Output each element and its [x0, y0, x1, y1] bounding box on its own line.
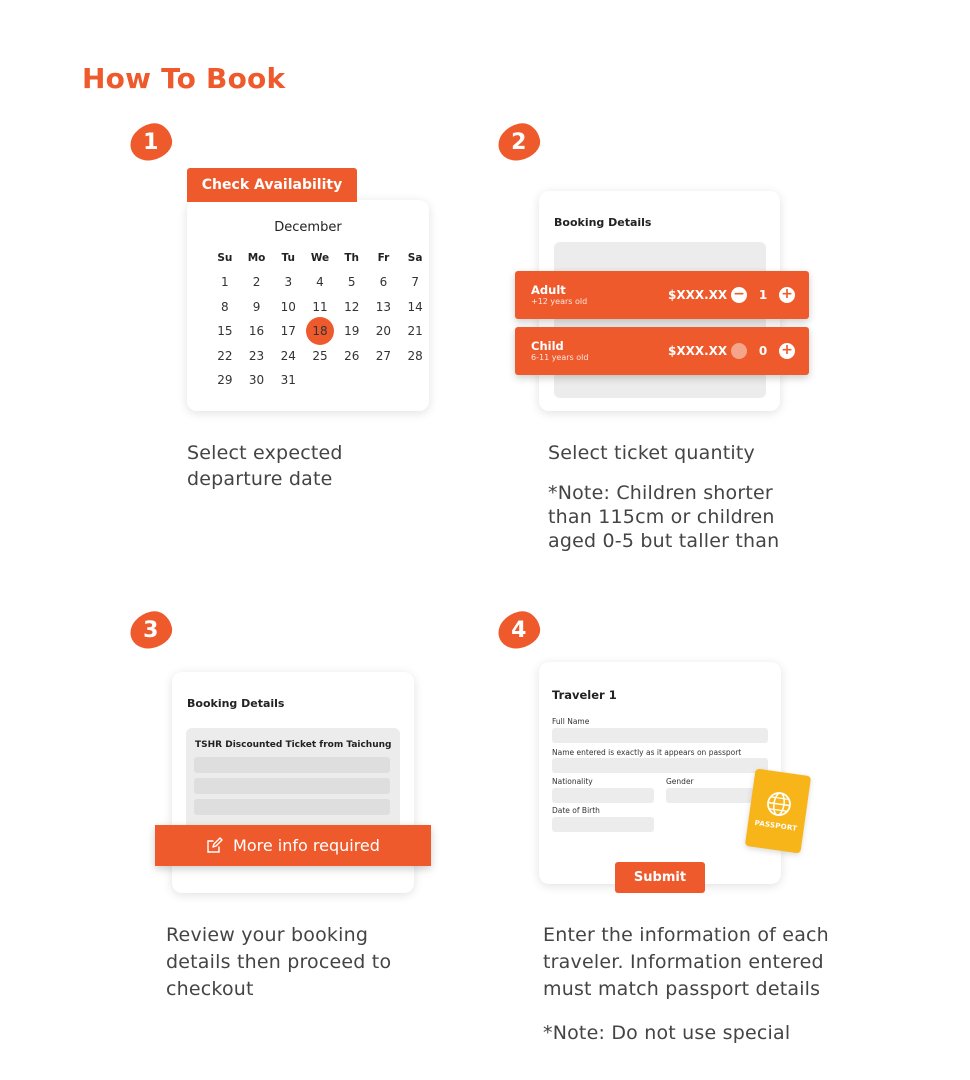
calendar-day[interactable]: 4 [316, 275, 324, 289]
ticket-row-adult [515, 271, 809, 319]
calendar-day-selected[interactable]: 18 [304, 319, 336, 344]
minus-icon[interactable]: − [731, 287, 747, 303]
plus-icon[interactable]: + [779, 343, 795, 359]
calendar-day[interactable]: 19 [344, 324, 360, 339]
calendar-day[interactable]: 3 [284, 275, 293, 289]
calendar-day[interactable]: 25 [312, 348, 328, 363]
calendar-day[interactable]: 1 [221, 275, 229, 289]
calendar-day[interactable]: 11 [312, 299, 328, 314]
step-4-badge: 4 [495, 608, 544, 652]
weekday-label: Sa [407, 252, 423, 264]
more-info-required-button[interactable] [155, 825, 431, 866]
calendar-day[interactable]: 20 [375, 324, 392, 339]
ticket-name: Adult [531, 283, 566, 297]
check-availability-button[interactable]: Check Availability [187, 168, 357, 202]
review-title: Booking Details [187, 697, 285, 710]
nationality-label: Nationality [552, 777, 593, 786]
minus-icon[interactable]: − [731, 343, 747, 359]
step-2-caption: Select ticket quantity [548, 442, 755, 464]
step-2-badge: 2 [495, 120, 544, 164]
calendar-day[interactable]: 26 [344, 348, 360, 363]
calendar-day[interactable]: 16 [248, 324, 265, 339]
weekday-label: We [310, 252, 330, 264]
step-4-note: *Note: Do not use special [543, 1022, 791, 1044]
ticket-price: $XXX.XX [668, 288, 728, 302]
full-name-label: Full Name [552, 717, 590, 726]
calendar-day[interactable]: 14 [407, 299, 423, 314]
passport-icon [745, 768, 811, 853]
calendar-day[interactable]: 28 [407, 348, 423, 363]
traveler-form-card [539, 662, 781, 884]
weekday-label: Tu [281, 252, 296, 264]
dob-label: Date of Birth [552, 806, 600, 815]
passport-text: PASSPORT [754, 818, 798, 833]
placeholder-line [194, 799, 390, 815]
calendar-day[interactable]: 5 [347, 275, 356, 289]
full-name-field[interactable] [552, 728, 768, 743]
calendar-day[interactable]: 6 [379, 275, 388, 289]
placeholder-line [194, 757, 390, 773]
weekday-label: Th [344, 252, 360, 264]
calendar-day[interactable]: 29 [217, 373, 233, 388]
calendar-day[interactable]: 7 [411, 275, 419, 289]
edit-icon [206, 837, 223, 854]
weekday-label: Su [217, 252, 233, 264]
step-3-badge: 3 [127, 608, 176, 652]
dob-field[interactable] [552, 817, 654, 832]
calendar-day[interactable]: 15 [217, 324, 233, 339]
placeholder-line [194, 778, 390, 794]
calendar-day[interactable]: 24 [280, 348, 296, 363]
calendar-day[interactable]: 10 [280, 299, 296, 314]
nationality-field[interactable] [552, 788, 654, 803]
product-name: TSHR Discounted Ticket from Taichung [195, 740, 392, 750]
calendar-month: December [274, 220, 342, 235]
submit-button[interactable]: Submit [615, 862, 705, 893]
step-1-caption: Select expected departure date [187, 442, 343, 490]
ticket-price: $XXX.XX [668, 344, 728, 358]
step-1-badge: 1 [127, 120, 176, 164]
calendar-day[interactable]: 9 [252, 299, 261, 314]
ticket-age: 6-11 years old [531, 353, 589, 362]
page-title: How To Book [82, 62, 286, 95]
calendar-day[interactable]: 8 [221, 299, 229, 314]
more-info-label: More info required [233, 836, 380, 855]
step-2-note: *Note: Children shorter than 115cm or children aged 0-5 but taller than [548, 482, 780, 552]
calendar-card [187, 200, 429, 411]
calendar-day[interactable]: 21 [407, 324, 423, 339]
ticket-name: Child [531, 339, 564, 353]
step-4-caption: Enter the information of each traveler. Information entered must match passport details [543, 924, 829, 1000]
calendar-day[interactable]: 30 [248, 373, 265, 388]
weekday-label: Fr [377, 252, 390, 264]
calendar-day[interactable]: 31 [280, 373, 296, 388]
calendar-grid [209, 246, 431, 393]
calendar-day[interactable]: 17 [280, 324, 296, 339]
ticket-row-child [515, 327, 809, 375]
review-details-block [186, 728, 400, 838]
calendar-day[interactable]: 2 [252, 275, 261, 289]
weekday-label: Mo [247, 252, 266, 264]
calendar-day[interactable]: 27 [375, 348, 392, 363]
ticket-quantity: 0 [758, 344, 768, 358]
calendar-day[interactable]: 22 [217, 348, 233, 363]
booking-details-title: Booking Details [554, 216, 652, 229]
name-hint: Name entered is exactly as it appears on passport [552, 748, 742, 757]
calendar-day[interactable]: 12 [344, 299, 360, 314]
plus-icon[interactable]: + [779, 287, 795, 303]
ticket-quantity: 1 [758, 288, 768, 302]
gender-label: Gender [666, 777, 694, 786]
calendar-day[interactable]: 13 [375, 299, 392, 314]
calendar-day[interactable]: 23 [248, 348, 265, 363]
ticket-age: +12 years old [531, 297, 588, 306]
step-3-caption: Review your booking details then proceed to checkout [166, 924, 392, 1000]
full-name-field-2[interactable] [552, 758, 768, 773]
traveler-title: Traveler 1 [552, 688, 617, 702]
